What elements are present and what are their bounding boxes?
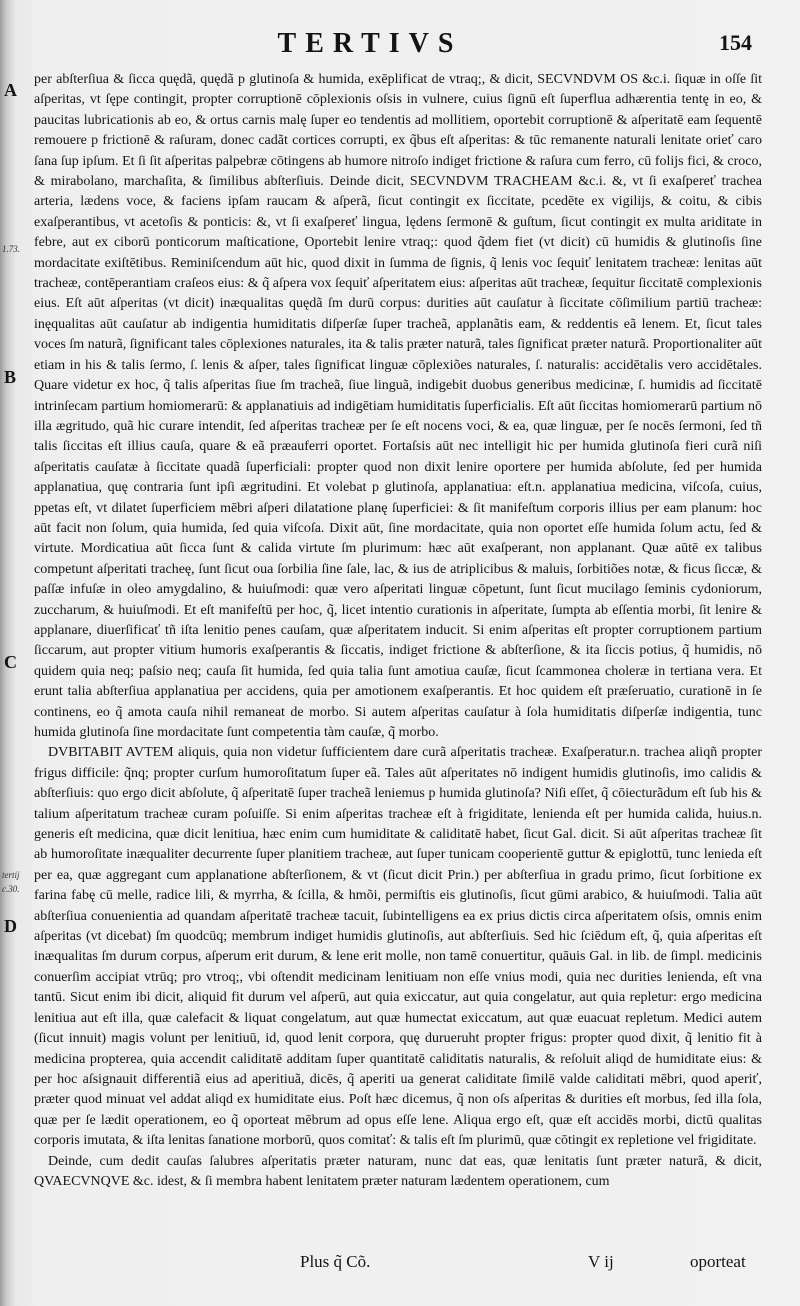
page-header: [0, 28, 800, 58]
paragraph: per abſterſiua & ſicca quędã, quędã p glutinoſa & humida, exēplificat de vtraq;, & dicit, SECVNDVM OS &c.i. ſiquæ in oſſe ſit aſperitas, vt ſępe contingit, propter corruptionē cōplexionis oſsis in vulnere, cuius ſignū eſt ſuperflua adhærentia tentę in eo, & paucitas lubricationis ab eo, & ortus carnis malę ſuper eo tendentis ad mollitiem, oportebit corruptionē & aſperitatē eam ſequentē remouere p frictionē & raſuram, donec cadãt cortices corrupti, ex q̃bus eſt aſperitas: & tūc remanente naturali lenitate orieť caro ſana ſup ipſum. Et ſi ſit aſperitas palpebræ cōtingens ab humore nitroſo indiget frictione & raſura cum ferro, cū folijs fici, & croco, & mirabolano, marchaſita, & ſimilibus abſterſiuis. Deinde dicit, SECVNDVM TRACHEAM &c.i. &, vt ſi exaſpereť trachea arteria, lædens voce, & faciens ipſam raucam & aſperã, ſicut contingit ex ſiccitate, pcedēte ex vigilijs, & coitu, & cibis exaſperantibus, vt acetoſis & ponticis: &, vt ſi exaſpereť lingua, lędens ſermonē & guſtum, ſicut contingit ex multa ariditate in febre, aut ex ciborū ponticorum maſticatione, Oportebit lenire vtraq;: quod q̃dem fiet (vt dicit) cū humidis & glutinoſis ſine mordacitate exiſtētibus. Reminiſcendum aūt hic, quod dixit in ſumma de ſignis, q̃ lenis voc ſequiť lenitatem tracheæ: lenitas aūt tracheæ, contēperantiam craſeos eius: & q̃ aſpera vox ſequiť aſperitatem eius: aſperitas aūt tracheæ, ſequitur ſiccitatē complexionis eius. Eſt aūt aſperitas (vt dicit) inæqualitas quędã ſm durū corpus: durities aūt cauſatur à ſiccitate cōſimilium partiū tracheæ: inęqualitas aūt cauſatur ab indigentia humiditatis diſperſæ ſuper tracheã, applanãtis eam, & reddentis eã lenem. Et, ſicut tales voces ſm naturã, ſignificant tales cōplexiones naturales, ita & talis præter naturã, tales ſignificat præter naturã. Proportionaliter aūt etiam in his & talis ſermo, ſ. lenis & aſper, tales ſignificat linguæ cōplexiões naturales, ſ. naturalis: accidētalis vero accidētales. Quare videtur ex hoc, q̃ talis aſperitas ſiue ſm tracheã, ſiue linguã, indigebit duobus generibus medicinæ, ſ. humidis ad ſiccitatē intrinſecam partium homiomerarū: & applanatiuis ad indigētiam humiditatis ſuperficialis. Eſt aūt ſiccitas homiomerarū partium nō illa ægritudo, quã hic curare intendit, ſed aſperitas tracheæ per ſe eſt nocens voci, & ea, quæ linguæ, per ſe nocēs ſermoni, ſed tñ talis ſiccitas eſt illius cauſa, quare & eã præauferri oportet. Fortaſsis aūt nec intelligit hic per humida glutinoſa fieri curã niſi aſperitatis cauſatæ à ſiccitate quadã ſuperficiali: propter quod non dixit lenire oportere per humida abſolute, ſed per humida applanatiua, quę contraria ſunt ipſi ægritudini. Et volebat p glutinoſa, applanatiua: eſt.n. applanatiua medicina, viſcoſa, cuius, ppetas eſt, vt dilatet ſuperficiem mēbri aſperi dilatatione planę ſuperficiei: & ſit manifeſtum corporis illius per eam planum: hoc aūt facit non ſolum, quia humida, ſed quia viſcoſa. Dixit aūt, ſine mordacitate, quia non oportet eſſe humida ſolum actu, ſed & virtute. Mordicatiua aūt ſicca ſunt & calida virtute ſm plurimum: hæc aūt exaſperant, non applanant. Quæ aūtē ex talibus competunt aſperitati tracheę, ſunt ſicut oua ſorbilia ſine ſale, lac, & ius de atriplicibus & maluis, ſorbitiões notæ, & ficus ſiccæ, & paſſæ infuſæ in oleo amygdalino, & huiuſmodi: quæ vero aſperitati linguæ cōpetunt, ſunt ſicut mucilago ſeminis cydoniorum, zuccharum, & huiuſmodi. Et eſt manifeſtū per hoc, q̃, licet intentio curationis in aſperitate, ſumpta ab eſſentia morbi, ſit lenire & applanare, diuerſificať tñ iſta lenitio penes cauſam, quæ aſperitatem inducit. Si enim aſperitas eſt propter corruptionem partium ſiccarum, aut propter vitium humoris exaſperantis & ſiccatis, indiget frictione & abſterſione, & ita ſiccis potius, q̃ humidis, nō quidem quia neq; paſsio neq; cauſa ſit humida, ſed quia talia ſunt amotiua cauſæ, ſicut ſcammonea choleræ in tertiana vera. Et erunt talia abſterſiua applanatiua per accidens, quia per amotionem exaſperantis. Et hoc quidem eſt præſeruatio, curationē in ſe continens, eo q̃ amota cauſa nihil remaneat de morbo. Si autem aſperitas cauſatur à ſola humiditatis diſperſæ indigentia, tunc humida glutinoſa ſine mordacitate ſunt competentia tàm cauſæ, q̃ morbo.: [34, 72, 762, 740]
running-title: TERTIVS: [277, 28, 463, 59]
catchword: oporteat: [690, 1252, 746, 1271]
page-number: 154: [719, 30, 752, 55]
margin-note-tertij: tertij: [2, 870, 20, 880]
margin-note-reference: 1.73.: [2, 244, 20, 254]
body-text: [34, 70, 762, 1232]
signature-mark: Plus q̃ Cõ.: [300, 1252, 371, 1271]
margin-note-chapter: c.30.: [2, 884, 20, 894]
quire-signature: V ij: [588, 1252, 614, 1271]
margin-mark-d: D: [4, 916, 17, 936]
paragraph: Deinde, cum dedit cauſas ſalubres aſperitatis præter naturam, nunc dat eas, quæ lenitatis ſunt præter naturã, & dicit, QVAECVNQVE &c. idest, & ſi membra habent lenitatem præter naturam lædentem operationem, cum: [34, 1153, 762, 1189]
margin-mark-c: C: [4, 652, 17, 672]
margin-mark-b: B: [4, 367, 17, 387]
page-footer: [0, 1252, 800, 1282]
paragraph: DVBITABIT AVTEM aliquis, quia non videtur ſufficientem dare curã aſperitatis tracheæ. Exaſperatur.n. trachea aliqñ propter frigus difficile: q̃nq; propter curſum humoroſitatum ſuper eã. Tales aūt aſperitates nō indigent humidis glutinoſis, imo calidis & abſterſiuis: quo ergo dicit abſolute, q̃ aſperitatē ſuper tracheã leniemus p humida glutinoſa? Niſi eſſet, q̃ cōiecturãdum eſt ſub his & talium aſperitatum tracheæ curam poſuiſſe. Si enim aſperitas tracheæ eſt à frigiditate, lenienda eſt per humida calida, huius.n. generis eſt medicina, quæ dicit lenitiua, hæc enim cum humiditate & caliditatē habet, ſicut Gal. dicit. Si aūt aſperitas tracheæ ſit ab humoroſitate inæqualiter decurrente ſuper planitiem tracheæ, aut ſuper tunicam cooperientē guttur & epiglottū, tunc lenieda eſt per ea, quæ aggregant cum applanatione abſterſionem, & vt (ſicut dicit Prin.) per abſterſiua in gradu primo, ſicut ſorbitione ex farina fabę cū melle, radice lili, & myrrha, & ſcilla, & hmõi, permiſtis eis glutinoſis, ſicut gūmi arabico, & huiuſmodi. Talia aūt abſterſiua conuenientia ad quandam aſperitatē tracheæ tacuit, ſubintelligens ea ex prius dictis circa aſperitatem oſsis, omnis enim aſperitas (vt dicebat) ſm quodcūq; membrum indiget humidis glutinoſis, aut abſterſiuis. Sed hic ſciēdum eſt, q̃, quia aſperitas eſt inæqualitas ſm durum corpus, aſperum erit durum, & lene erit molle, non tamē conuertitur, quāuis Gal. in lib. de ſimpl. medicinis conuerſim accipiat vtrūq; pro vtroq;, vbi oſtendit medicinam lenitiuam non eſſe vnius modi, quia nec durities lenienda, eſt vna tantū. Sicut enim ibi dicit, aliquid fit durum vel aſperū, aut quia exiccatur, aut quia congelatur, aut quia repletur: ergo medicina lenitiua aut eſt illa, quæ calefacit & liquat congelatum, aut quæ humectat exiccatum, aut quæ euacuat repletum. Medici autem (ſicut innuit) magis volunt per lenitiuū, id, quod lenit corpora, quę durueruht propter frigus: propter quod dixit, q̃ lenitio fit à medicina propterea, quia accendit caliditatē additam ſuper quantitatē caliditatis naturalis, & reſoluit aliqd de humiditate eius: & per hoc aſsignauit differentiã eius ad aperitiuã, dicēs, q̃ aperiti ua generat caliditate ſimilē valde caliditati mēbri, quod aperiť, præter quod minuat vel addat aliqd ex humiditate eius. Poſt hæc dicemus, q̃ non oſs aſperitas & durities eſt morbus, ſed illa ſola, quæ per ſe lædit operationem, eo q̃ oporteat mēbrum ad opus eſſe lene. Aliqua ergo eſt, quæ eſt accidēs morbi, dictū qualitas corporis imutata, & iſta lenitas ſanatione morborū, quos comitať: & talis eſt ſm plurimū, quæ cōtingit ex repletione vel frigiditate.: [34, 745, 762, 1149]
margin-mark-a: A: [4, 80, 17, 100]
